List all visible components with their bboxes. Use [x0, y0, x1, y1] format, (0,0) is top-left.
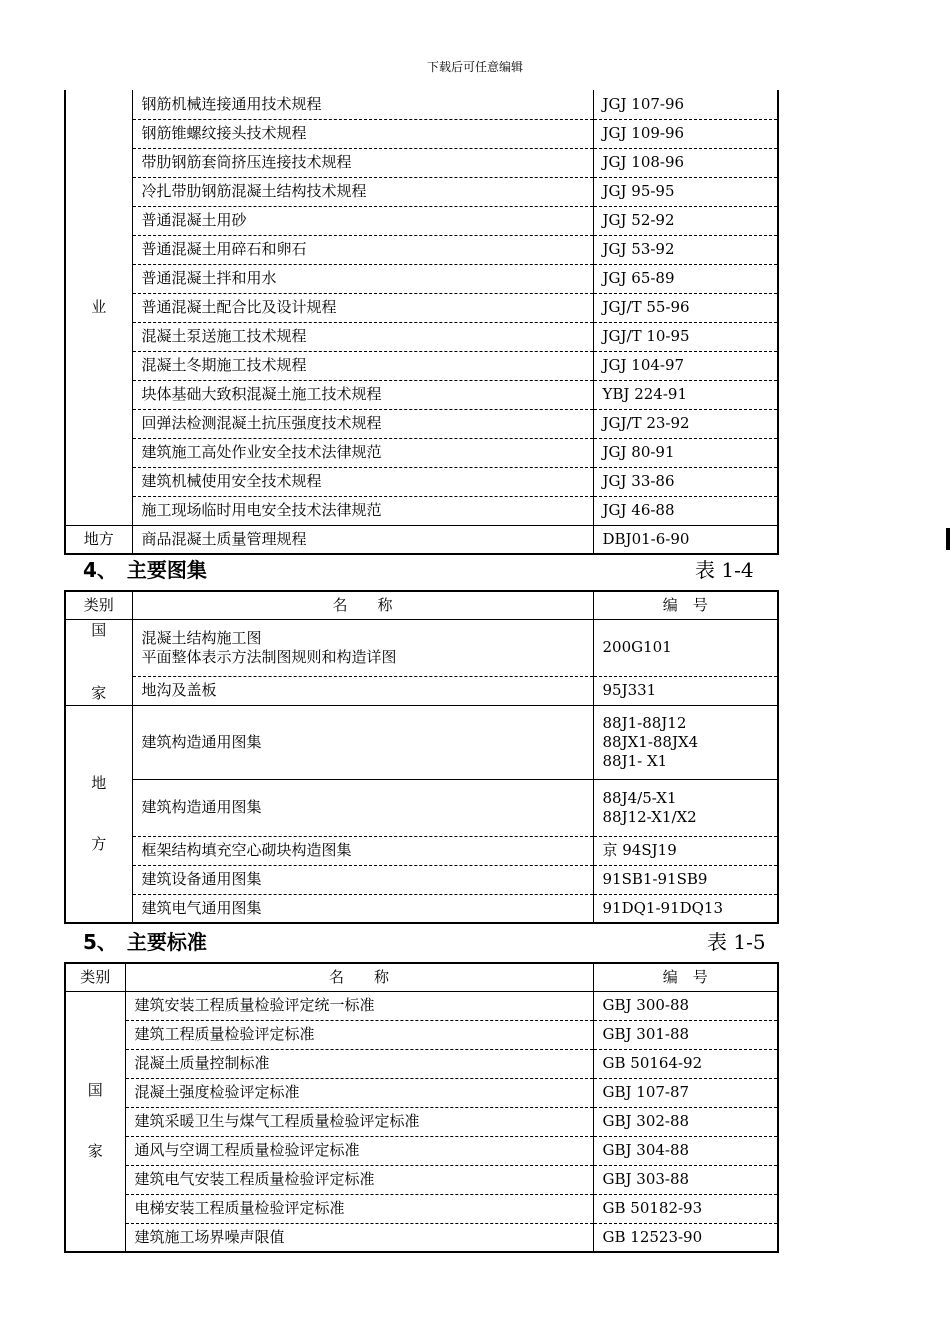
- table-header-row: [65, 963, 778, 991]
- standard-code: GBJ 107-87: [593, 1078, 778, 1107]
- standard-name: 钢筋锥螺纹接头技术规程: [132, 119, 593, 148]
- standard-code: JGJ 33-86: [593, 467, 778, 496]
- table-row: [65, 206, 778, 235]
- standard-name: 混凝土强度检验评定标准: [125, 1078, 593, 1107]
- section5-table-number: 表 1-5: [707, 930, 766, 954]
- standard-code: JGJ 52-92: [593, 206, 778, 235]
- standard-name: 带肋钢筋套筒挤压连接技术规程: [132, 148, 593, 177]
- standard-code: JGJ 104-97: [593, 351, 778, 380]
- header-code: 编 号: [593, 963, 778, 991]
- standard-code: JGJ 46-88: [593, 496, 778, 525]
- category-char: 地: [91, 773, 107, 792]
- table-row: [65, 235, 778, 264]
- table-row: [65, 779, 778, 836]
- drawing-name: 建筑设备通用图集: [132, 865, 593, 894]
- standard-code: GBJ 303-88: [593, 1165, 778, 1194]
- standard-name: 建筑机械使用安全技术规程: [132, 467, 593, 496]
- table-row: [65, 438, 778, 467]
- table-row: [65, 119, 778, 148]
- standard-code: JGJ/T 55-96: [593, 293, 778, 322]
- standard-name: 混凝土冬期施工技术规程: [132, 351, 593, 380]
- standard-code: JGJ 53-92: [593, 235, 778, 264]
- table-row: [65, 148, 778, 177]
- standards-table-continued: [64, 90, 779, 555]
- standard-name: 电梯安装工程质量检验评定标准: [125, 1194, 593, 1223]
- standard-name: 回弹法检测混凝土抗压强度技术规程: [132, 409, 593, 438]
- standard-code: GB 12523-90: [593, 1223, 778, 1252]
- section4-table-number: 表 1-4: [695, 558, 754, 582]
- table-row: [65, 1136, 778, 1165]
- table-row: [65, 1078, 778, 1107]
- category-vertical: [66, 621, 132, 703]
- drawing-name: 混凝土结构施工图 平面整体表示方法制图规则和构造详图: [132, 619, 593, 676]
- standard-name: 普通混凝土配合比及设计规程: [132, 293, 593, 322]
- category-cell: [65, 991, 125, 1252]
- table-row: [65, 836, 778, 865]
- standard-name: 普通混凝土用砂: [132, 206, 593, 235]
- page-header: 下载后可任意编辑: [426, 60, 523, 74]
- table-row: [65, 894, 778, 923]
- standard-code: DBJ01-6-90: [593, 525, 778, 554]
- table-row: [65, 676, 778, 705]
- drawing-code: 91DQ1-91DQ13: [593, 894, 778, 923]
- header-name: 名 称: [132, 591, 593, 619]
- table-row: [65, 1049, 778, 1078]
- drawing-name: 地沟及盖板: [132, 676, 593, 705]
- standard-name: 普通混凝土用碎石和卵石: [132, 235, 593, 264]
- standard-code: JGJ 108-96: [593, 148, 778, 177]
- table-row: [65, 525, 778, 554]
- header-name: 名 称: [125, 963, 593, 991]
- category-cell: [65, 619, 132, 705]
- standard-name: 块体基础大致积混凝土施工技术规程: [132, 380, 593, 409]
- table-row: [65, 293, 778, 322]
- header-category: 类别: [65, 591, 132, 619]
- drawing-code: 88J1-88J12 88JX1-88JX4 88J1- X1: [593, 705, 778, 779]
- standard-code: JGJ 65-89: [593, 264, 778, 293]
- drawing-code: 京 94SJ19: [593, 836, 778, 865]
- table-row: [65, 496, 778, 525]
- standard-code: JGJ 107-96: [593, 90, 778, 119]
- drawing-name: 框架结构填充空心砌块构造图集: [132, 836, 593, 865]
- edge-mark: [946, 528, 950, 550]
- drawing-code: 95J331: [593, 676, 778, 705]
- standard-code: YBJ 224-91: [593, 380, 778, 409]
- drawing-code: 200G101: [593, 619, 778, 676]
- table-row: [65, 991, 778, 1020]
- standard-code: JGJ 95-95: [593, 177, 778, 206]
- standard-code: GB 50164-92: [593, 1049, 778, 1078]
- standard-name: 混凝土泵送施工技术规程: [132, 322, 593, 351]
- drawing-name: 建筑电气通用图集: [132, 894, 593, 923]
- standard-code: GBJ 302-88: [593, 1107, 778, 1136]
- table-row: [65, 351, 778, 380]
- standard-name: 建筑采暖卫生与煤气工程质量检验评定标准: [125, 1107, 593, 1136]
- header-code: 编 号: [593, 591, 778, 619]
- table-header-row: [65, 591, 778, 619]
- table-row: [65, 1165, 778, 1194]
- category-vertical: [66, 774, 132, 854]
- table-row: [65, 177, 778, 206]
- standard-code: GBJ 301-88: [593, 1020, 778, 1049]
- drawing-code: 88J4/5-X1 88J12-X1/X2: [593, 779, 778, 836]
- standard-name: 施工现场临时用电安全技术法律规范: [132, 496, 593, 525]
- drawings-table: [64, 590, 779, 924]
- category-cell: [65, 705, 132, 923]
- standard-name: 普通混凝土拌和用水: [132, 264, 593, 293]
- section5-title: 5、 主要标准: [83, 930, 207, 954]
- standard-name: 建筑工程质量检验评定标准: [125, 1020, 593, 1049]
- header-category: 类别: [65, 963, 125, 991]
- standard-name: 建筑电气安装工程质量检验评定标准: [125, 1165, 593, 1194]
- standard-code: GBJ 304-88: [593, 1136, 778, 1165]
- standard-name: 建筑施工场界噪声限值: [125, 1223, 593, 1252]
- table-row: [65, 467, 778, 496]
- category-char: 家: [91, 684, 107, 702]
- standard-name: 建筑施工高处作业安全技术法律规范: [132, 438, 593, 467]
- category-char: 国: [91, 621, 107, 639]
- table-row: [65, 1223, 778, 1252]
- table-row: [65, 619, 778, 676]
- standard-name: 冷扎带肋钢筋混凝土结构技术规程: [132, 177, 593, 206]
- standard-name: 钢筋机械连接通用技术规程: [132, 90, 593, 119]
- table-row: [65, 1020, 778, 1049]
- standard-name: 混凝土质量控制标准: [125, 1049, 593, 1078]
- drawing-name: 建筑构造通用图集: [132, 705, 593, 779]
- standard-code: GB 50182-93: [593, 1194, 778, 1223]
- category-char: 家: [87, 1142, 103, 1161]
- table-row: [65, 90, 778, 119]
- category-cell: 业: [65, 90, 132, 525]
- standard-code: GBJ 300-88: [593, 991, 778, 1020]
- category-char: 方: [91, 834, 107, 853]
- standard-code: JGJ/T 23-92: [593, 409, 778, 438]
- standard-code: JGJ/T 10-95: [593, 322, 778, 351]
- table-row: [65, 865, 778, 894]
- table-row: [65, 1194, 778, 1223]
- standards-table: [64, 962, 779, 1253]
- standard-name: 商品混凝土质量管理规程: [132, 525, 593, 554]
- drawing-code: 91SB1-91SB9: [593, 865, 778, 894]
- standard-name: 通风与空调工程质量检验评定标准: [125, 1136, 593, 1165]
- section4-title: 4、 主要图集: [83, 558, 207, 582]
- category-vertical: [66, 1081, 125, 1161]
- standard-code: JGJ 109-96: [593, 119, 778, 148]
- standard-code: JGJ 80-91: [593, 438, 778, 467]
- table-row: [65, 705, 778, 779]
- table-row: [65, 380, 778, 409]
- table-row: [65, 264, 778, 293]
- table-row: [65, 1107, 778, 1136]
- category-cell: 地方: [65, 525, 132, 554]
- standard-name: 建筑安装工程质量检验评定统一标准: [125, 991, 593, 1020]
- drawing-name: 建筑构造通用图集: [132, 779, 593, 836]
- table-row: [65, 322, 778, 351]
- table-row: [65, 409, 778, 438]
- category-char: 国: [87, 1081, 103, 1100]
